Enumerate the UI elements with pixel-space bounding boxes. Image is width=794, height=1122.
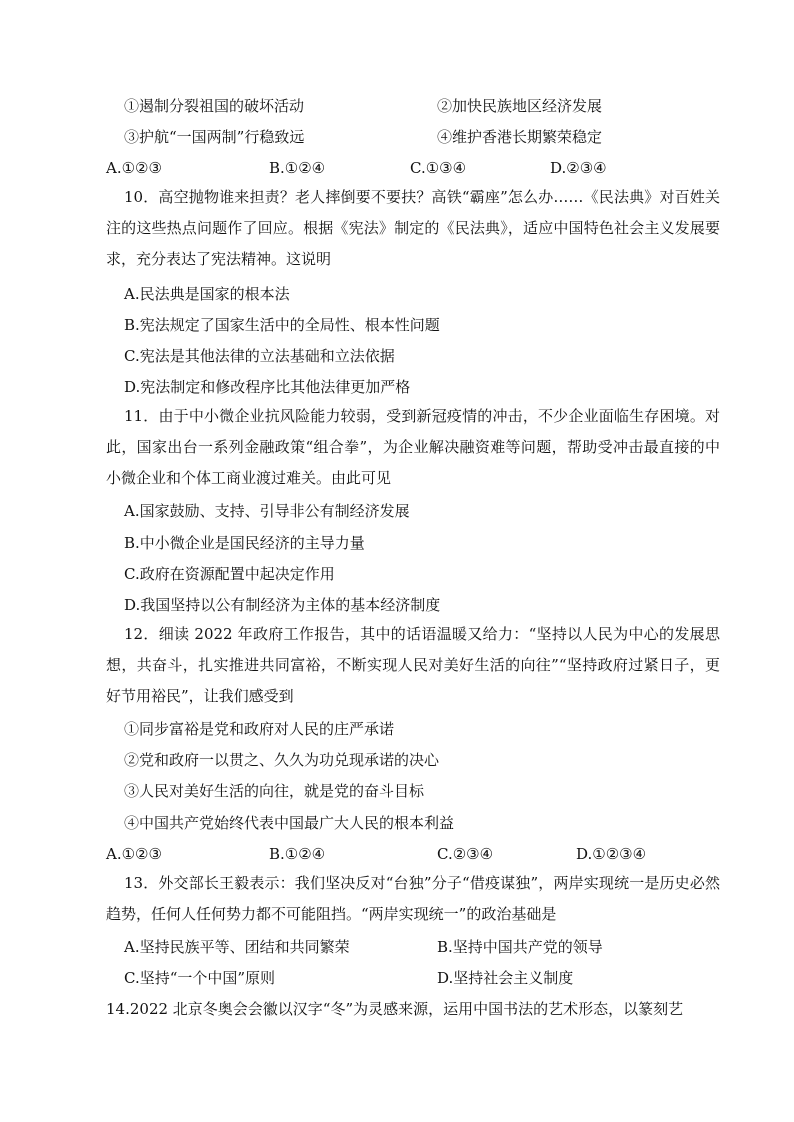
- q12-stem: [106, 619, 720, 712]
- q9-item-1: ①遏制分裂祖国的破坏活动: [124, 97, 305, 115]
- q10-stem-text: 10．高空抛物谁来担责？老人摔倒要不要扶？高铁“霸座”怎么办……《民法典》对百姓关注的这些热点问题作了回应。根据《宪法》制定的《民法典》，适应中国特色社会主义发展要求，充分表达了宪法精神。这说明: [106, 188, 720, 268]
- q9-option-b[interactable]: B.①②④: [269, 159, 326, 177]
- q13-stem-text: 13．外交部长王毅表示：我们坚决反对“台独”分子“借疫谋独”，两岸实现统一是历史必然趋势，任何人任何势力都不可能阻挡。“两岸实现统一”的政治基础是: [106, 874, 720, 923]
- q10-stem: [106, 182, 720, 275]
- q9-item-3: ③护航“一国两制”行稳致远: [124, 128, 305, 146]
- q11-stem-text: 11．由于中小微企业抗风险能力较弱，受到新冠疫情的冲击，不少企业面临生存困境。对此，国家出台一系列金融政策“组合拳”，为企业解决融资难等问题，帮助受冲击最直接的中小微企业和个体工商业渡过难关。由此可见: [106, 407, 720, 487]
- q12-options: [106, 844, 726, 864]
- q9-options: [106, 158, 726, 178]
- q11-option-c[interactable]: C.政府在资源配置中起决定作用: [124, 565, 335, 583]
- q9-option-a[interactable]: A.①②③: [106, 159, 162, 177]
- q12-option-a[interactable]: A.①②③: [106, 845, 162, 863]
- q12-item-1: ①同步富裕是党和政府对人民的庄严承诺: [124, 720, 395, 738]
- q12-option-d[interactable]: D.①②③④: [576, 845, 647, 863]
- q10-option-b[interactable]: B.宪法规定了国家生活中的全局性、根本性问题: [124, 316, 440, 334]
- q9-option-c[interactable]: C.①③④: [410, 159, 467, 177]
- q9-item-4: ④维护香港长期繁荣稳定: [437, 128, 603, 146]
- q9-item-2: ②加快民族地区经济发展: [437, 97, 603, 115]
- q13-option-a[interactable]: A.坚持民族平等、团结和共同繁荣: [124, 938, 350, 956]
- q13-option-d[interactable]: D.坚持社会主义制度: [437, 969, 574, 987]
- q9-option-d[interactable]: D.②③④: [550, 159, 607, 177]
- q10-option-d[interactable]: D.宪法制定和修改程序比其他法律更加严格: [124, 378, 411, 396]
- q12-item-4: ④中国共产党始终代表中国最广大人民的根本利益: [124, 814, 455, 832]
- q12-item-3: ③人民对美好生活的向往，就是党的奋斗目标: [124, 782, 425, 800]
- q13-option-b[interactable]: B.坚持中国共产党的领导: [437, 938, 603, 956]
- q11-option-b[interactable]: B.中小微企业是国民经济的主导力量: [124, 534, 365, 552]
- q12-stem-text: 12．细读 2022 年政府工作报告，其中的话语温暖又给力：“坚持以人民为中心的发展思想，共奋斗，扎实推进共同富裕，不断实现人民对美好生活的向往”“坚持政府过紧日子，更好节用裕民”，让我们感受到: [106, 625, 720, 705]
- q10-option-c[interactable]: C.宪法是其他法律的立法基础和立法依据: [124, 347, 395, 365]
- q11-option-d[interactable]: D.我国坚持以公有制经济为主体的基本经济制度: [124, 596, 441, 614]
- q12-option-c[interactable]: C.②③④: [437, 845, 494, 863]
- q12-option-b[interactable]: B.①②④: [269, 845, 326, 863]
- q10-option-a[interactable]: A.民法典是国家的根本法: [124, 285, 290, 303]
- q14-stem: 14.2022 北京冬奥会会徽以汉字“冬”为灵感来源，运用中国书法的艺术形态，以篆刻艺: [106, 1000, 684, 1018]
- q12-item-2: ②党和政府一以贯之、久久为功兑现承诺的决心: [124, 751, 440, 769]
- q13-stem: [106, 868, 720, 930]
- q13-option-c[interactable]: C.坚持“一个中国”原则: [124, 969, 276, 987]
- q11-option-a[interactable]: A.国家鼓励、支持、引导非公有制经济发展: [124, 502, 410, 520]
- q11-stem: [106, 401, 720, 494]
